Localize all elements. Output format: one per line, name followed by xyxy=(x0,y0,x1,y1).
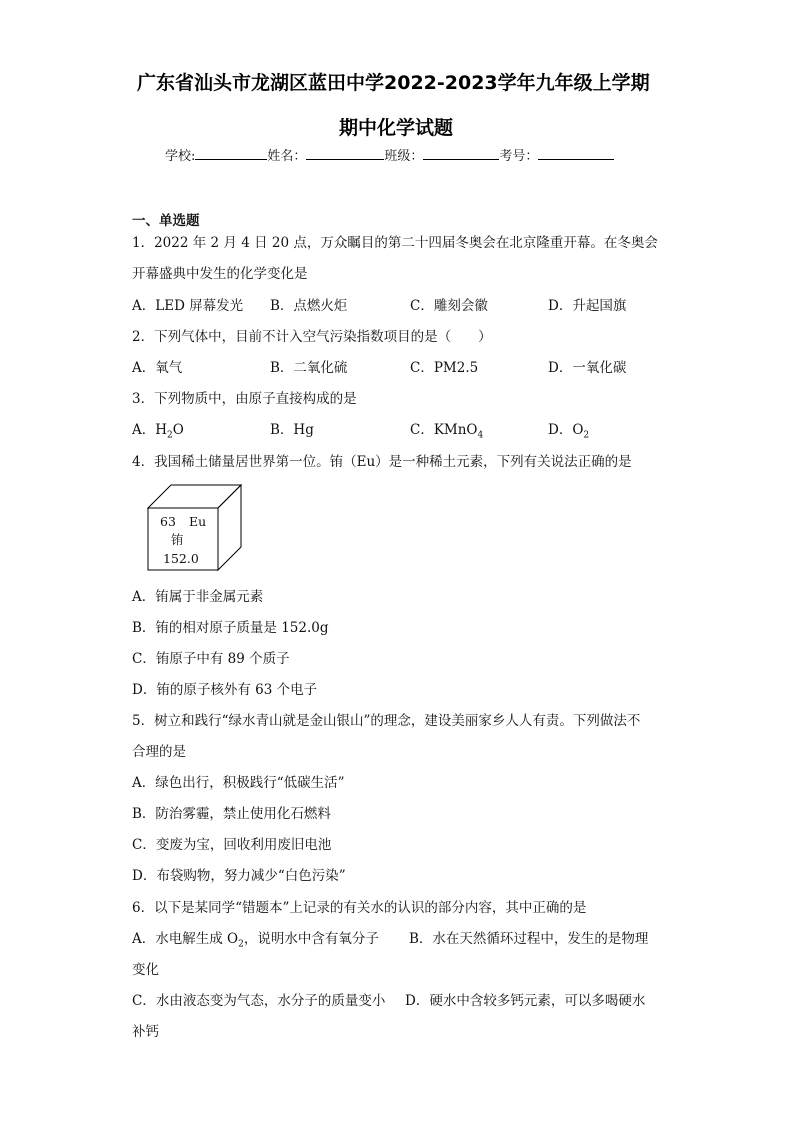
q1-option-c: C．雕刻会徽 xyxy=(410,298,488,314)
q2-option-a: A．氧气 xyxy=(132,360,183,376)
element-name: 铕 xyxy=(171,532,184,547)
q5-option-b: B．防治雾霾，禁止使用化石燃料 xyxy=(132,806,331,822)
q6-option-d-line1: D．硬水中含较多钙元素，可以多喝硬水 xyxy=(405,993,646,1009)
q4-stem: 4．我国稀土储量居世界第一位。铕（Eu）是一种稀土元素，下列有关说法正确的是 xyxy=(132,454,632,470)
class-blank xyxy=(423,145,499,160)
id-label: 考号： xyxy=(499,149,539,164)
q2-stem: 2．下列气体中，目前不计入空气污染指数项目的是（ ） xyxy=(132,329,492,345)
q5-stem-line2: 合理的是 xyxy=(132,744,186,760)
q6-stem: 6．以下是某同学“错题本”上记录的有关水的认识的部分内容，其中正确的是 xyxy=(132,900,587,916)
q1-option-d: D．升起国旗 xyxy=(548,298,627,314)
q1-stem-line1: 1．2022 年 2 月 4 日 20 点，万众瞩目的第二十四届冬奥会在北京隆重开幕。在冬奥会 xyxy=(132,235,658,251)
q6-option-c: C．水由液态变为气态，水分子的质量变小 xyxy=(132,993,386,1009)
exam-title-line1: 广东省汕头市龙湖区蓝田中学2022-2023学年九年级上学期 xyxy=(137,72,650,94)
q6-option-b-line1: B．水在天然循环过程中，发生的是物理 xyxy=(409,931,649,947)
id-blank xyxy=(538,145,614,160)
name-blank xyxy=(306,145,384,160)
school-label: 学校: xyxy=(165,149,196,164)
q1-stem-line2: 开幕盛典中发生的化学变化是 xyxy=(132,266,308,282)
q3-stem: 3．下列物质中，由原子直接构成的是 xyxy=(132,391,357,407)
q5-option-d: D．布袋购物，努力减少“白色污染” xyxy=(132,868,346,884)
q3-option-b: B．Hg xyxy=(270,422,314,438)
q3-option-d: D．$O_2$ xyxy=(548,422,590,441)
q6-option-d-line2: 补钙 xyxy=(132,1024,159,1040)
q6-option-b-line2: 变化 xyxy=(132,962,159,978)
q4-option-b: B．铕的相对原子质量是 152.0g xyxy=(132,620,329,636)
q6-option-a: A．水电解生成 $O_2$，说明水中含有氧分子 xyxy=(132,931,379,950)
name-label: 姓名： xyxy=(267,149,307,164)
q4-option-d: D．铕的原子核外有 63 个电子 xyxy=(132,682,318,698)
q5-option-c: C．变废为宝，回收利用废旧电池 xyxy=(132,837,332,853)
q2-option-b: B．二氧化硫 xyxy=(270,360,348,376)
element-atomic-number: 63 xyxy=(160,514,176,529)
q3-option-c: C．KMnO$_4$ xyxy=(410,422,484,441)
q2-option-d: D．一氧化碳 xyxy=(548,360,627,376)
q4-option-c: C．铕原子中有 89 个质子 xyxy=(132,651,290,667)
q5-stem-line1: 5．树立和践行“绿水青山就是金山银山”的理念，建设美丽家乡人人有责。下列做法不 xyxy=(132,713,641,729)
class-label: 班级： xyxy=(384,149,424,164)
q1-option-a: A．LED 屏幕发光 xyxy=(132,298,244,314)
exam-title-line2: 期中化学试题 xyxy=(339,117,454,139)
q3-option-a: A．$H_2O$ xyxy=(132,422,184,441)
section-heading: 一、单选题 xyxy=(132,213,200,229)
element-symbol: Eu xyxy=(189,514,207,529)
school-blank xyxy=(195,145,267,160)
q5-option-a: A．绿色出行，积极践行“低碳生活” xyxy=(132,775,345,791)
q2-option-c: C．PM2.5 xyxy=(410,360,479,376)
student-info-line xyxy=(165,145,614,164)
q4-option-a: A．铕属于非金属元素 xyxy=(132,589,264,605)
element-atomic-mass: 152.0 xyxy=(163,551,199,566)
q1-option-b: B．点燃火炬 xyxy=(270,298,348,314)
